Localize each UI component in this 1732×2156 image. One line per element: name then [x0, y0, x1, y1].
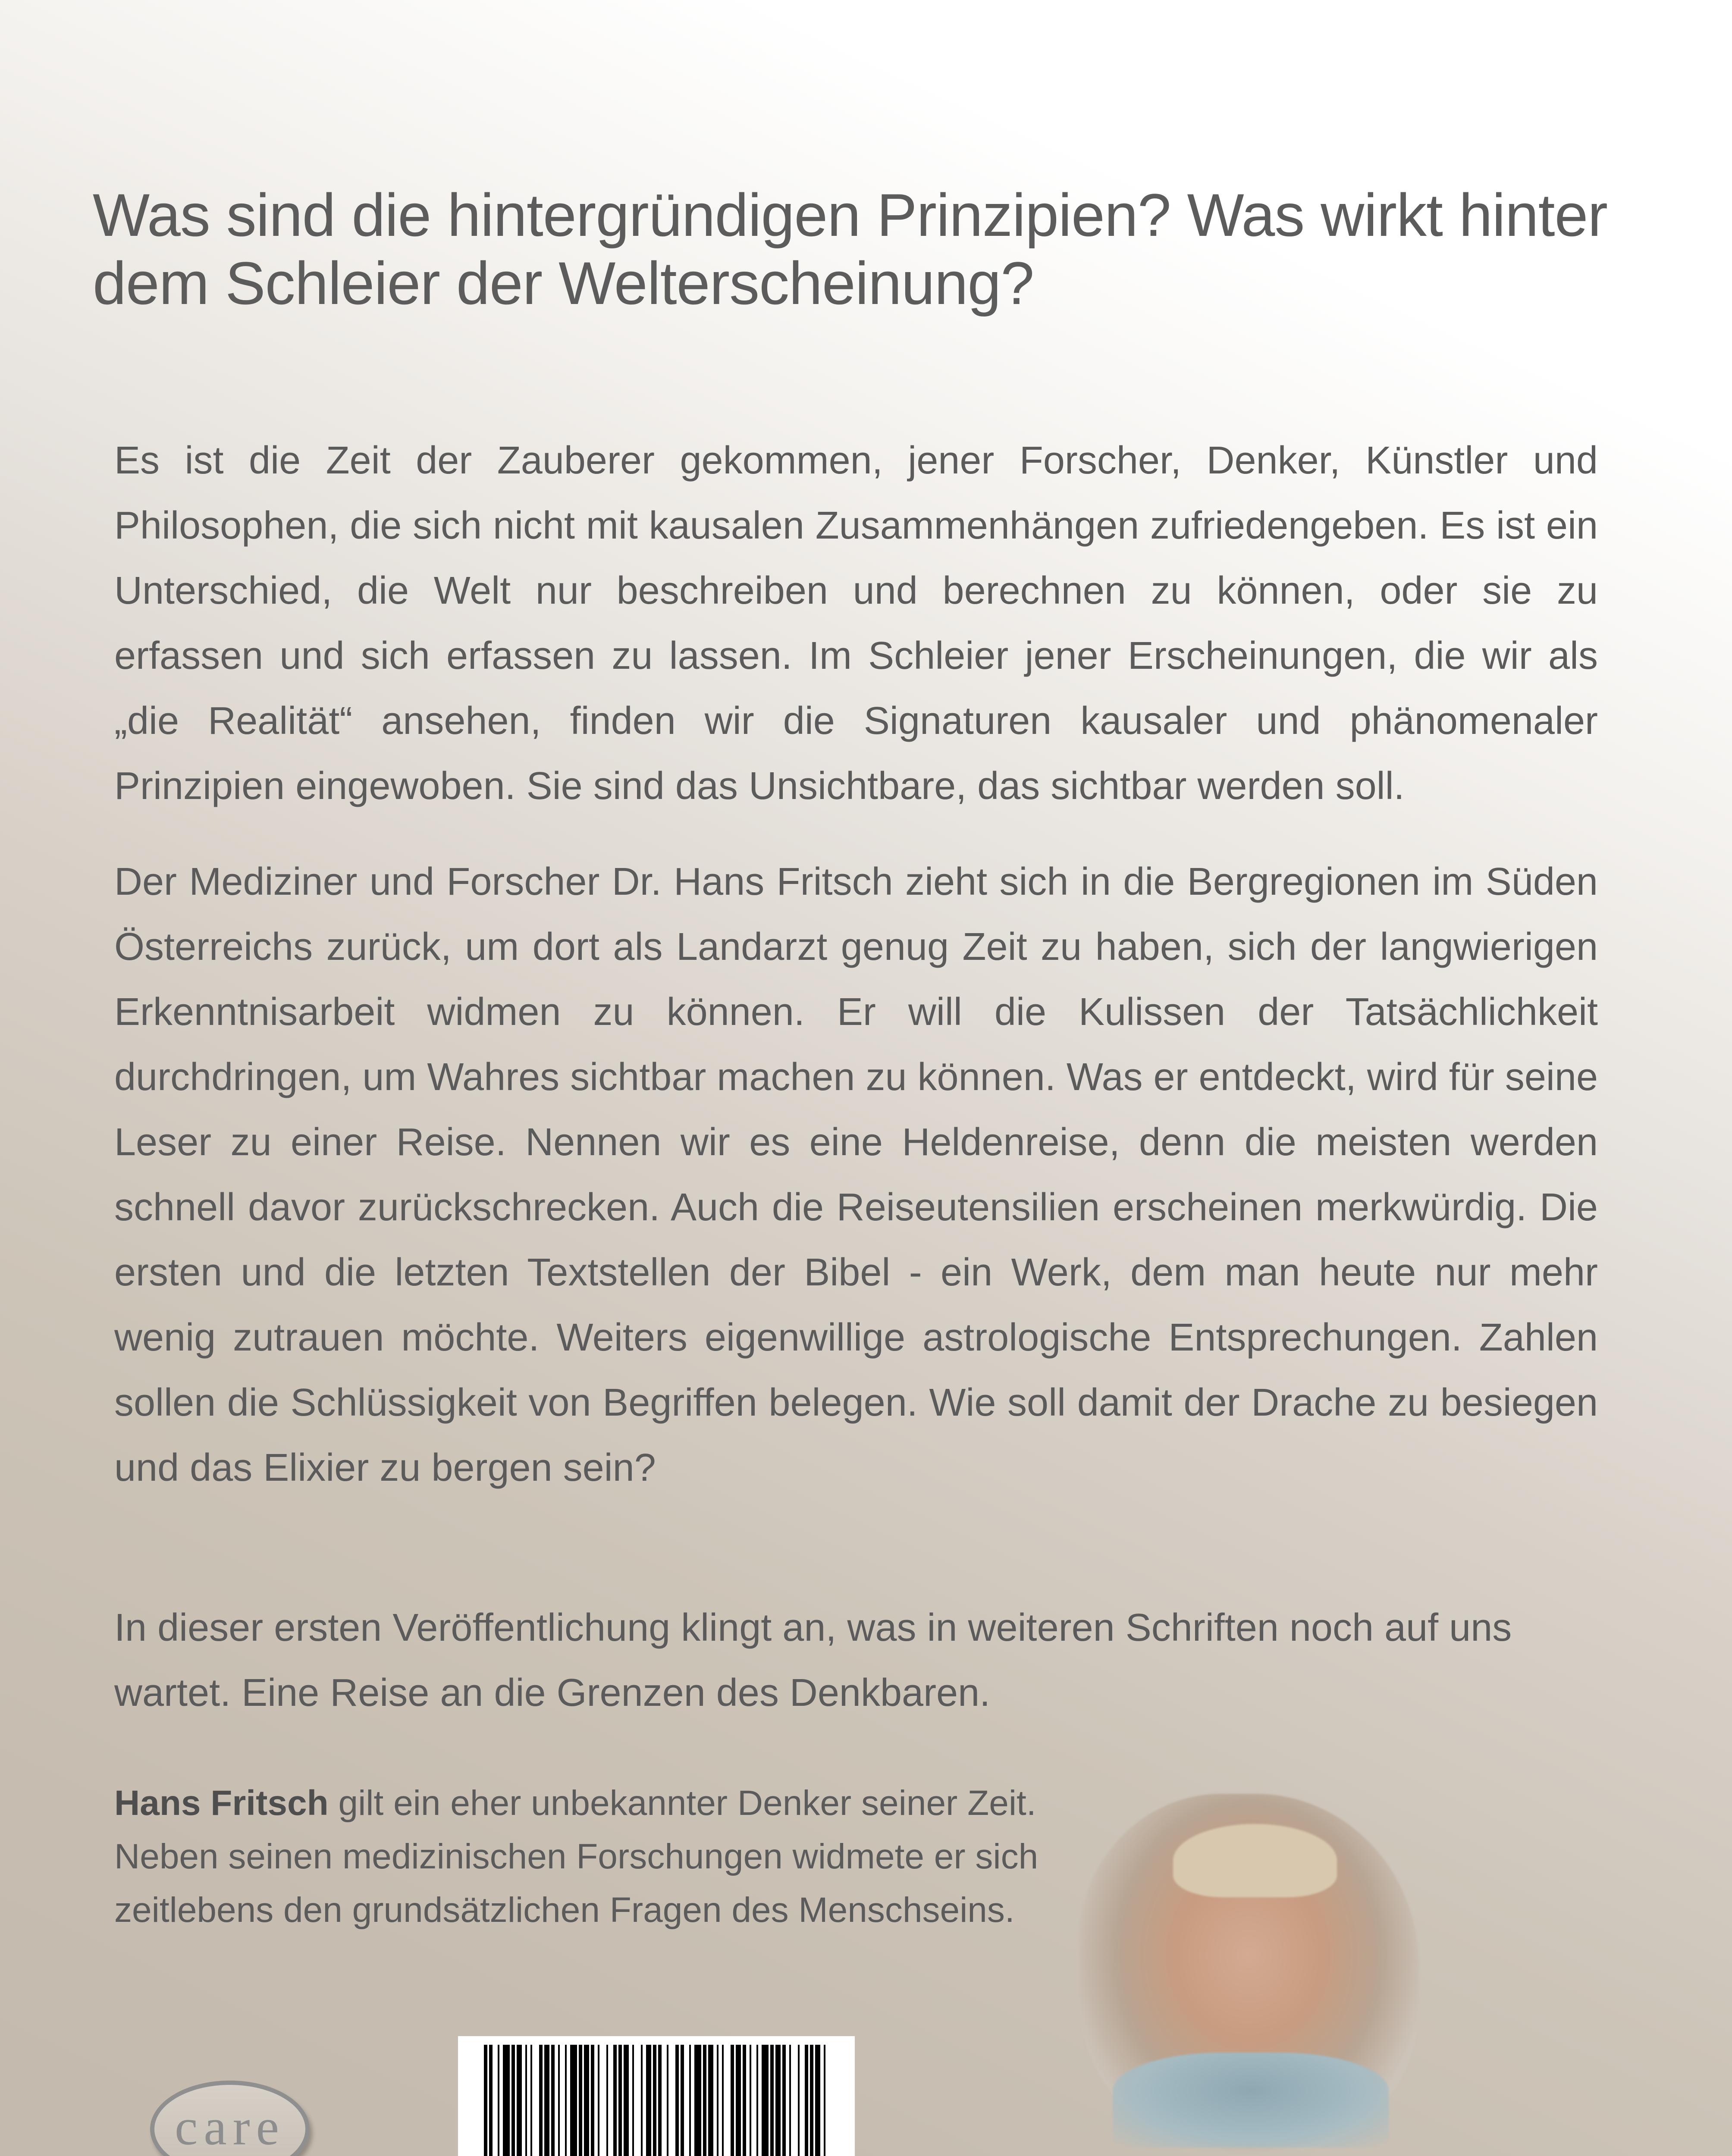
barcode-bar	[750, 2045, 751, 2156]
barcode-bar	[667, 2045, 668, 2156]
barcode-bar	[598, 2045, 599, 2156]
barcode-bar	[782, 2045, 786, 2156]
barcode-bar	[539, 2045, 543, 2156]
author-photo-shirt	[1113, 2053, 1389, 2147]
barcode-bar	[694, 2045, 701, 2156]
author-bio	[114, 1777, 1106, 1937]
barcode-bar	[675, 2045, 679, 2156]
author-name: Hans Fritsch	[114, 1783, 329, 1823]
barcode-bar	[815, 2045, 820, 2156]
barcode-bar	[544, 2045, 549, 2156]
barcode-bar	[498, 2045, 499, 2156]
barcode-bar	[653, 2045, 656, 2156]
barcode-bar	[775, 2045, 781, 2156]
barcode-bar	[770, 2045, 774, 2156]
barcode-bar	[525, 2045, 527, 2156]
publisher-logo	[150, 2081, 310, 2156]
barcode-bar	[570, 2045, 577, 2156]
barcode-bar	[618, 2045, 622, 2156]
barcode-bar	[613, 2045, 617, 2156]
barcode-bar	[591, 2045, 594, 2156]
paragraph-closing: In dieser ersten Veröffentlichung klingt an, was in weiteren Schriften noch auf uns wartet. Eine Reise an die Grenzen des Denkbaren.	[114, 1606, 1512, 1714]
barcode-bar	[641, 2045, 643, 2156]
barcode-bar	[503, 2045, 510, 2156]
barcode-bar	[489, 2045, 493, 2156]
barcode-bar	[646, 2045, 651, 2156]
barcode-bar	[798, 2045, 800, 2156]
barcode-bar	[756, 2045, 758, 2156]
barcode-bar	[606, 2045, 608, 2156]
paragraph-intro: Es ist die Zeit der Zauberer gekommen, jener Forscher, Denker, Künstler und Philosophen, die sich nicht mit kausalen Zusammenhängen zufriedengeben. Es ist ein Unterschied, die Welt nur beschreiben und berechnen zu können, oder sie zu erfassen und sich erfassen zu lassen. Im Schleier jener Erscheinungen, die wir als „die Realität“ ansehen, finden wir die Signaturen kausaler und phänomenaler Prinzipien eingewoben. Sie sind das Unsichtbare, das sichtbar werden soll.	[114, 439, 1598, 808]
barcode-bar	[681, 2045, 684, 2156]
barcode-bar	[703, 2045, 706, 2156]
barcode-bar	[708, 2045, 713, 2156]
barcode-bar	[805, 2045, 808, 2156]
barcode-bar	[722, 2045, 724, 2156]
barcode-bar	[511, 2045, 515, 2156]
barcode-bar	[484, 2045, 487, 2156]
headline: Was sind die hintergründigen Prinzipien? Was wirkt hinter dem Schleier der Welterscheinung?	[93, 181, 1608, 317]
barcode-bars	[458, 2036, 855, 2156]
barcode-bar	[810, 2045, 813, 2156]
barcode-bar	[530, 2045, 532, 2156]
paragraph-description: Der Mediziner und Forscher Dr. Hans Fritsch zieht sich in die Bergregionen im Süden Österreichs zurück, um dort als Landarzt genug Zeit zu haben, sich der langwierigen Erkenntnisarbeit widmen zu können. Er will die Kulissen der Tatsächlichkeit durchdringen, um Wahres sichtbar machen zu können. Was er entdeckt, wird für seine Leser zu einer Reise. Nennen wir es eine Heldenreise, denn die meisten werden schnell davor zurückschrecken. Auch die Reiseutensilien erscheinen merkwürdig. Die ersten und die letzten Textstellen der Bibel - ein Werk, dem man heute nur mehr wenig zutrauen möchte. Weiters eigenwillige astrologische Entsprechungen. Zahlen sollen die Schlüssigkeit von Begriffen belegen. Wie soll damit der Drache zu besiegen und das Elixier zu bergen sein?	[114, 860, 1598, 1489]
barcode-bar	[743, 2045, 746, 2156]
barcode-bar	[565, 2045, 567, 2156]
barcode-bar	[731, 2045, 734, 2156]
barcode-bar	[717, 2045, 719, 2156]
barcode-bar	[658, 2045, 662, 2156]
author-photo-hair	[1173, 1824, 1337, 1897]
barcode-bar	[558, 2045, 560, 2156]
barcode-bar	[579, 2045, 582, 2156]
barcode-bar	[584, 2045, 589, 2156]
barcode-bar	[517, 2045, 522, 2156]
barcode-bar	[624, 2045, 629, 2156]
barcode-bar	[632, 2045, 634, 2156]
publisher-logo-text: care	[175, 2098, 285, 2156]
barcode-bar	[689, 2045, 691, 2156]
barcode-bar	[824, 2045, 825, 2156]
barcode-bar	[789, 2045, 791, 2156]
isbn-barcode	[458, 2036, 855, 2156]
author-bio-text: gilt ein eher unbekannter Denker seiner Zeit. Neben seinen medizinischen Forschungen widmete er sich zeitlebens den grundsätzlichen Fragen des Menschseins.	[114, 1783, 1039, 1930]
barcode-bar	[762, 2045, 769, 2156]
barcode-bar	[736, 2045, 741, 2156]
author-photo	[1078, 1794, 1419, 2152]
barcode-bar	[551, 2045, 555, 2156]
